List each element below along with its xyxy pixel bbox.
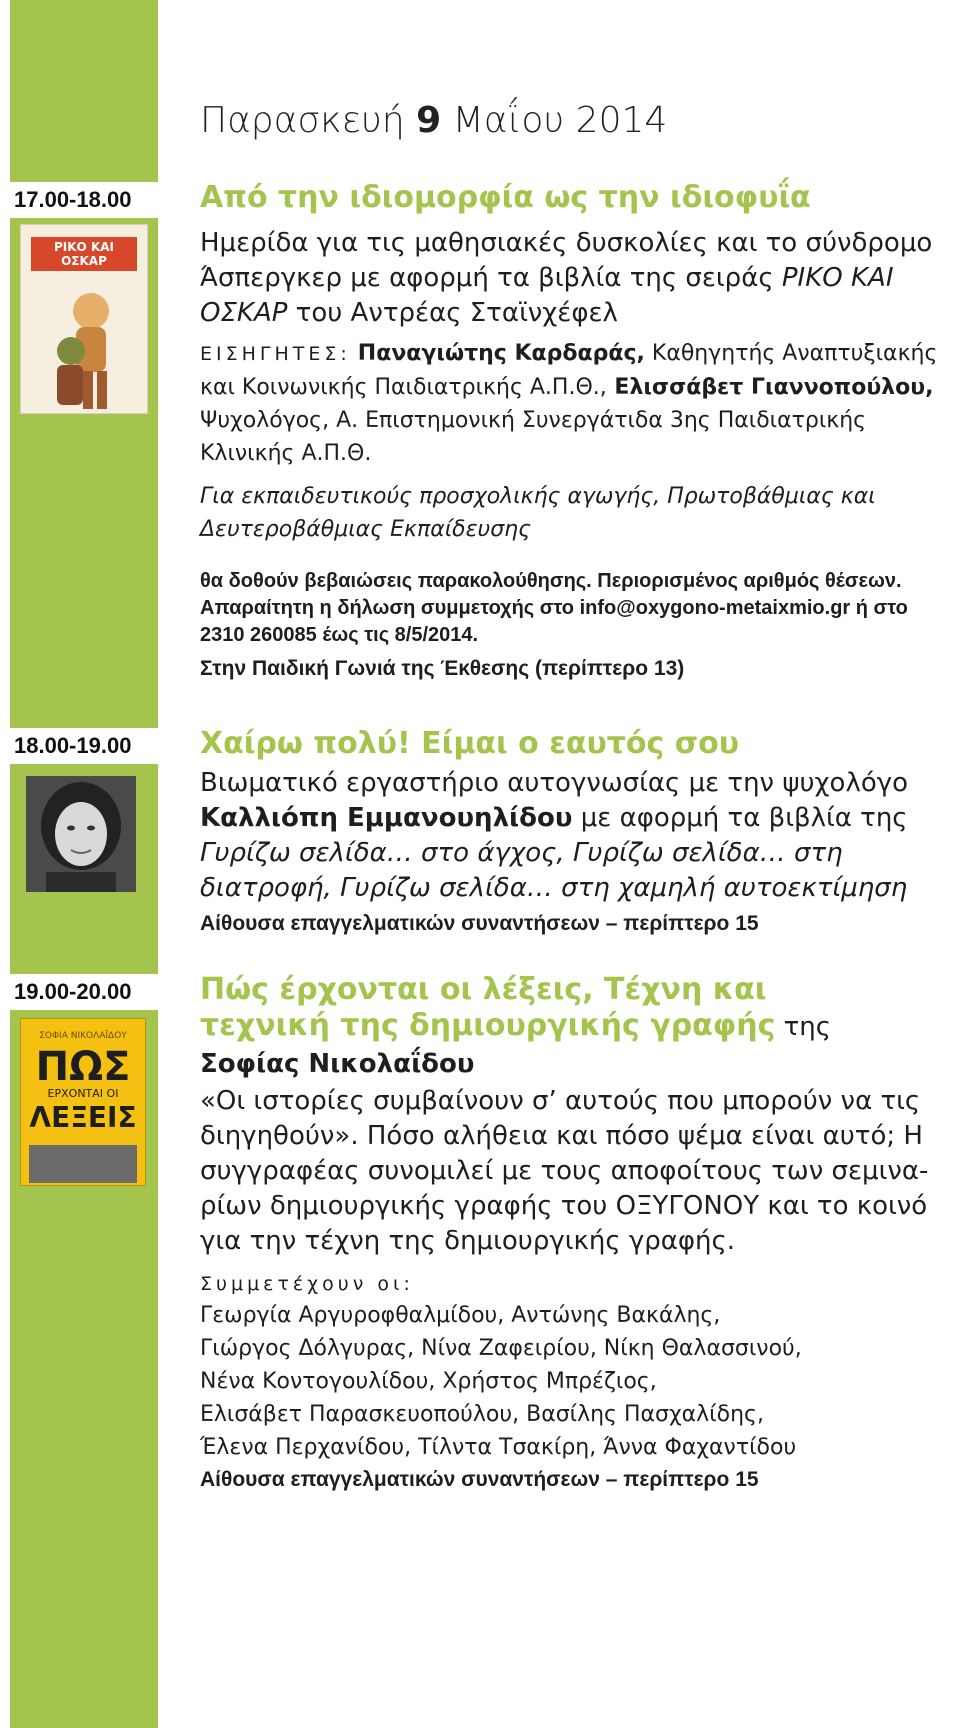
event-2-title: Χαίρω πολύ! Είμαι ο εαυτός σου [200, 726, 739, 761]
event-3-location: Αίθουσα επαγγελματικών συναντήσεων – περίπτερο 15 [200, 1468, 759, 1491]
event-3-participants-label: Συμμετέχουν οι: [200, 1273, 414, 1295]
time-slot-2: 18.00-19.00 [10, 728, 158, 764]
event-1-speakers: ΕΙΣΗΓΗΤΕΣ: Παναγιώτης Καρδαράς, Καθηγητής Αναπτυξιακής και Κοινωνικής Παιδιατρικής Α.Π.Θ., Ελισσάβετ Γιαννοπούλου, Ψυχολόγος, Α. Επιστημονική Συνεργάτιδα 3ης Παιδιατρικής Κλινικής Α.Π.Θ. [200, 341, 938, 466]
participants-line: Ελισάβετ Παρασκευοπούλου, Βασίλης Πασχαλίδης, [200, 1402, 764, 1427]
event-3-participants [200, 1299, 940, 1464]
cover-big-word-1: ΠΩΣ [35, 1044, 131, 1090]
event-1 [200, 180, 940, 681]
event-2-description: Βιωματικό εργαστήριο αυτογνωσίας με την ψυχολόγο Καλλιόπη Εμμανουηλίδου με αφορμή τα βιβλία της Γυρίζω σελίδα… στο άγχος, Γυρίζω σελίδα… στη διατροφή, Γυρίζω σελίδα… στη χαμηλή αυτοεκτίμηση [200, 768, 909, 903]
speaker-photo [26, 776, 136, 892]
event-2-location: Αίθουσα επαγγελματικών συναντήσεων – περίπτερο 15 [200, 912, 759, 935]
portrait-illustration [26, 776, 136, 892]
time-slot-3: 19.00-20.00 [10, 974, 158, 1010]
page-date: Παρασκευή 9 Μαΐου 2014 [200, 100, 668, 141]
event-3-title: Πώς έρχονται οι λέξεις, Τέχνη και τεχνική της δημιουργικής γραφής της Σοφίας Νικολαΐδου [200, 972, 832, 1079]
event-3 [200, 972, 940, 1492]
cover-illustration [21, 271, 148, 414]
event-1-note: θα δοθούν βεβαιώσεις παρακολούθησης. Περιορισμένος αριθμός θέσεων. Απαραίτητη η δήλωση συμμετοχής στο info@oxygono-metaixmio.gr ή στο 2310 260085 έως τις 8/5/2014. [200, 570, 908, 646]
time-slot-1: 17.00-18.00 [10, 182, 158, 218]
event-1-description: Ημερίδα για τις μαθησιακές δυσκολίες και το σύνδρομο Άσπεργκερ με αφορμή τα βιβλία της σειράς ΡΙΚΟ ΚΑΙ ΟΣΚΑΡ του Αντρέας Σταϊνχέφελ [200, 228, 933, 328]
participants-line: Γεωργία Αργυροφθαλμίδου, Αντώνης Βακάλης, [200, 1303, 721, 1328]
participants-line: Νένα Κοντογουλίδου, Χρήστος Μπρέζιος, [200, 1369, 657, 1394]
participants-line: Γιώργος Δόλγυρας, Νίνα Ζαφειρίου, Νίκη Θαλασσινού, [200, 1336, 802, 1361]
cover-author: ΣΟΦΙΑ ΝΙΚΟΛΑΪΔΟΥ [39, 1031, 127, 1041]
event-1-title: Από την ιδιομορφία ως την ιδιοφυΐα [200, 180, 811, 215]
event-3-description: «Οι ιστορίες συμβαίνουν σ’ αυτούς που μπορούν να τις διηγηθούν». Πόσο αλήθεια και πόσο ψέμα είναι αυτό; Η συγγραφέας συνομιλεί με τους αποφοίτους των σεμινα-ρίων δημιουργικής γραφής του ΟΞΥΓΟΝΟΥ και το κοινό για την τέχνη της δημιουργικής γραφής. [200, 1086, 929, 1256]
event-1-audience: Για εκπαιδευτικούς προσχολικής αγωγής, Πρωτοβάθμιας και Δευτεροβάθμιας Εκπαίδευσης [200, 484, 876, 542]
pos-erhontai-book-cover [20, 1018, 146, 1186]
cover-big-word-2: ΛΕΞΕΙΣ [29, 1101, 137, 1134]
event-2 [200, 726, 940, 936]
event-1-location: Στην Παιδική Γωνιά της Έκθεσης (περίπτερο 13) [200, 657, 685, 680]
riko-oskar-book-cover [20, 224, 148, 414]
cover-title: ΡΙΚΟ ΚΑΙ ΟΣΚΑΡ [31, 237, 137, 271]
participants-line: Έλενα Περχανίδου, Τίλντα Τσακίρη, Άννα Φαχαντίδου [200, 1435, 797, 1460]
cover-mid-text: ΕΡΧΟΝΤΑΙ ΟΙ [47, 1087, 119, 1100]
cover-bottom-panel [29, 1145, 137, 1183]
